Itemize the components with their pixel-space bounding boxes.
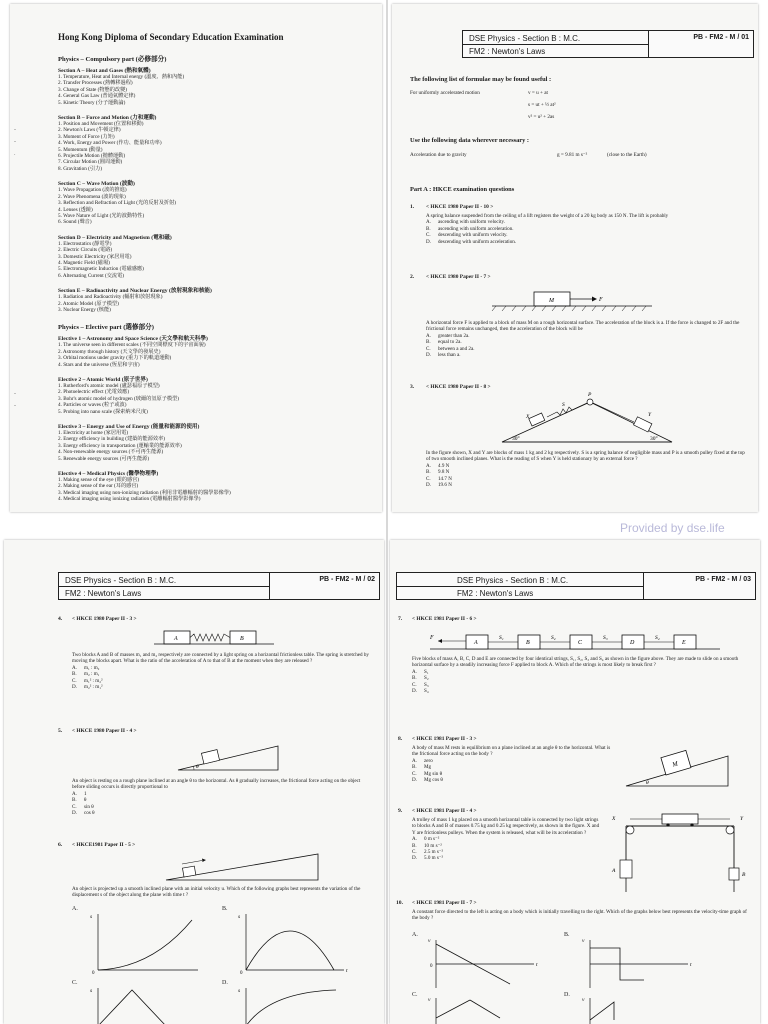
block-label: C	[578, 640, 583, 646]
question-number: 7.	[398, 616, 403, 622]
topic-item: 3. Nuclear Energy (核能)	[58, 306, 111, 313]
graph-c	[430, 996, 540, 1024]
option-letter: D.	[426, 238, 431, 245]
question-number: 9.	[398, 808, 403, 814]
question-7-body	[412, 656, 752, 694]
topic-item: 1. Rutherford's atomic model (盧瑟福原子模型)	[58, 383, 160, 389]
page-title: Hong Kong Diploma of Secondary Education Examination	[58, 32, 284, 42]
option-letter: A.	[412, 836, 417, 843]
option-text: 19.6 N	[438, 482, 452, 489]
option-letter: A.	[426, 462, 431, 469]
graph-origin: 0	[430, 964, 433, 969]
question-4-body	[72, 652, 372, 690]
option-letter: C.	[412, 849, 417, 856]
topic-item: 2. Photoelectric effect (光電效應)	[58, 389, 130, 396]
question-6	[72, 842, 372, 848]
topic-item: 4. Particles or waves (粒子或波)	[58, 402, 127, 409]
data-label: Acceleration due to gravity	[410, 152, 467, 158]
graph-label-b: B.	[564, 932, 570, 938]
angle-left: 30°	[512, 436, 520, 442]
topic-item: 3. Energy efficiency in transportation (運輸業的能源效率)	[58, 442, 182, 449]
trolley-pulley-diagram	[610, 812, 750, 896]
watermark: Provided by dse.life	[620, 521, 725, 535]
topic-item: 5. Renewable energy sources (可再生能源)	[58, 455, 150, 462]
axis-s: s	[90, 914, 93, 920]
option-text: S₄	[424, 688, 429, 695]
block-label: A	[474, 640, 478, 646]
option-list	[412, 836, 602, 862]
label-a: A	[174, 636, 178, 642]
option-letter: C.	[72, 677, 77, 684]
topic-item: 3. Medical imaging using non-ionizing radiation (利用非電離輻射的醫學影像學)	[58, 489, 231, 496]
topic-item: 5. Electromagnetic Induction (電磁感應)	[58, 266, 144, 273]
option-text: 9.8 N	[438, 469, 450, 476]
string-label: S₂	[551, 635, 556, 641]
question-4	[72, 616, 372, 622]
question-number: 6.	[58, 842, 63, 848]
question-text: A trolley of mass 1 kg placed on a smooth horizontal table is connected by two light strings to blocks A and B of masses 0.75 kg and 0.25 kg respectively, as shown in the figure. X and Y are frictionless pulleys. When the system is released, what will be its acceleration ?	[412, 817, 600, 836]
topic-item: 7. Circular Motion (圓周運動)	[58, 159, 123, 166]
label-f: F	[599, 297, 603, 303]
option-letter: B.	[72, 671, 77, 678]
question-3-body	[426, 450, 748, 488]
page-header	[396, 572, 756, 600]
topic-item: 3. Bohr's atomic model of hydrogen (玻爾的氫原子模型)	[58, 395, 179, 402]
option-letter: D.	[72, 684, 77, 691]
label-f: F	[430, 635, 434, 641]
axis-t: t	[690, 962, 692, 968]
option-letter: B.	[72, 797, 77, 804]
question-number: 2.	[410, 274, 415, 280]
option-letter: C.	[426, 232, 431, 239]
section-heading: Section B – Force and Motion (力和運動)	[58, 115, 157, 122]
topic-item: 4. Work, Energy and Power (作功、能量和功率)	[58, 140, 162, 147]
option-letter: B.	[412, 842, 417, 849]
graph-origin: 0	[240, 971, 243, 976]
topic-item: 1. Electricity at home (家居用電)	[58, 430, 129, 437]
block-label: E	[682, 640, 686, 646]
axis-s: s	[90, 988, 93, 994]
answer-option	[412, 688, 752, 694]
question-text: Five blocks of mass A, B, C, D and E are connected by four identical strings, S₁, S₂, S₃ and S₄ as shown in the figure above. They are made to slide on a smooth horizontal surface by a steadily increasing force F applied to block A. Which of the strings is most likely to break first ?	[412, 656, 739, 669]
answer-option	[72, 810, 372, 816]
topic-item: 5. Probing into nano scale (探索納米尺度)	[58, 408, 148, 415]
option-text: ascending with uniform velocity.	[438, 219, 506, 226]
label-s: S	[562, 402, 565, 408]
option-text: m₁ : m₂	[84, 664, 100, 671]
double-incline-diagram	[502, 392, 672, 446]
topic-item: 3. Moment of Force (力矩)	[58, 133, 115, 140]
question-source: < HKCE 1980 Paper II - 4 >	[72, 728, 137, 734]
header-subject: DSE Physics - Section B : M.C.	[469, 34, 581, 43]
option-text: S₃	[424, 681, 429, 688]
option-list	[72, 791, 372, 817]
topic-item: 2. Energy efficiency in building (建築的能源效率)	[58, 436, 165, 443]
answer-option	[412, 855, 602, 861]
section-heading: Section D – Electricity and Magnetism (電和磁)	[58, 234, 172, 241]
axis-t: t	[346, 968, 348, 974]
question-3	[426, 384, 748, 390]
question-number: 8.	[398, 736, 403, 742]
part-heading: Part A : HKCE examination questions	[410, 186, 515, 193]
option-text: descending with uniform acceleration.	[438, 238, 517, 245]
option-letter: D.	[426, 352, 431, 359]
axis-t: t	[536, 962, 538, 968]
section-heading: Section E – Radioactivity and Nuclear Energy (放射現象和核能)	[58, 288, 212, 295]
question-text: A horizontal force F is applied to a block of mass M on a rough horizontal surface. The acceleration of the block is a. If the force is changed to 2F and the frictional force remains unchanged, then the acceleration of the block will be	[426, 320, 740, 333]
option-list	[426, 463, 748, 489]
projection-incline-diagram	[162, 852, 322, 884]
angle-theta: θ	[196, 764, 199, 770]
label-b: B	[742, 872, 746, 878]
option-letter: B.	[412, 764, 417, 771]
header-code: PB - FM2 - M / 03	[695, 576, 751, 583]
string-label: S₃	[603, 635, 608, 641]
axis-s: s	[238, 988, 241, 994]
question-text: An object is resting on a rough plane inclined at an angle θ to the horizontal. As θ gradually increases, the frictional force acting on the object before sliding occurs is directly proportional to	[72, 778, 361, 791]
syllabus-page	[10, 4, 382, 512]
axis-s: s	[238, 914, 241, 920]
axis-v: v	[428, 997, 431, 1003]
option-list	[426, 219, 748, 245]
answer-option	[72, 684, 372, 690]
option-text: zero	[424, 757, 433, 764]
option-text: less than a.	[438, 352, 461, 359]
graph-a	[92, 912, 202, 976]
option-text: 2.5 m s⁻²	[424, 849, 444, 856]
option-letter: D.	[412, 688, 417, 695]
answer-option	[426, 482, 748, 488]
section-heading: Elective 4 – Medical Physics (醫學物理學)	[58, 471, 159, 478]
question-1	[426, 204, 748, 245]
graph-label-b: B.	[222, 906, 228, 912]
string-label: S₄	[655, 635, 660, 641]
option-letter: C.	[412, 770, 417, 777]
option-letter: A.	[426, 219, 431, 226]
topic-item: 6. Projectile Motion (拋體運動)	[58, 153, 126, 160]
option-list	[72, 665, 372, 691]
option-letter: A.	[412, 668, 417, 675]
header-subject: DSE Physics - Section B : M.C.	[65, 576, 177, 585]
label-b: B	[240, 636, 244, 642]
option-text: Mg sin θ	[424, 770, 443, 777]
option-text: m₂ : m₁	[84, 671, 100, 678]
header-code: PB - FM2 - M / 01	[693, 34, 749, 41]
formula-label: For uniformly accelerated motion	[410, 90, 480, 96]
question-8	[412, 736, 612, 783]
option-letter: A.	[412, 757, 417, 764]
topic-item: 5. Wave Nature of Light (光的波動特性)	[58, 212, 145, 219]
spring-blocks-diagram	[154, 628, 284, 650]
graph-origin: 0	[92, 971, 95, 976]
question-source: < HKCE1981 Paper II - 5 >	[72, 842, 136, 848]
question-source: < HKCE 1981 Paper II - 3 >	[412, 736, 477, 742]
string-label: S₁	[499, 635, 504, 641]
graph-b	[240, 912, 350, 976]
topic-item: 6. Alternating Current (交流電)	[58, 272, 124, 279]
topic-item: 3. Domestic Electricity (家居用電)	[58, 253, 132, 260]
label-x: X	[612, 816, 616, 822]
topic-item: 2. Astronomy through history (天文學的發展史)	[58, 348, 161, 355]
topic-item: 4. Non-renewable energy sources (不可再生能源)	[58, 449, 164, 456]
axis-v: v	[582, 997, 585, 1003]
axis-v: v	[428, 938, 431, 944]
label-y: Y	[740, 816, 744, 822]
topic-item: 5. Kinetic Theory (分子運動論)	[58, 99, 126, 106]
option-letter: A.	[72, 664, 77, 671]
question-source: < HKCE 1981 Paper II - 6 >	[412, 616, 477, 622]
page-gutter	[386, 0, 388, 1024]
five-blocks-diagram	[430, 630, 720, 654]
topic-item: 2. Electric Circuits (電路)	[58, 247, 113, 254]
option-letter: A.	[72, 790, 77, 797]
topic-item: 1. Making sense of the eye (眼的感官)	[58, 477, 140, 484]
topic-item: 4. Lenses (透鏡)	[58, 206, 93, 213]
syllabus-list	[58, 48, 378, 503]
topic-item: 1. Electrostatics (靜電學)	[58, 240, 112, 247]
topic-item: 2. Making sense of the ear (耳的感官)	[58, 483, 139, 490]
option-letter: B.	[426, 339, 431, 346]
section-heading: Elective 3 – Energy and Use of Energy (能量和能源的使用)	[58, 424, 200, 431]
question-source: < HKCE 1981 Paper II - 4 >	[412, 808, 477, 814]
option-letter: D.	[412, 855, 417, 862]
section-heading: Section C – Wave Motion (波動)	[58, 181, 135, 188]
question-source: < HKCE 1980 Paper II - 10 >	[426, 204, 494, 210]
option-letter: C.	[412, 681, 417, 688]
label-p: P	[588, 392, 592, 398]
header-topic: FM2 : Newton's Laws	[469, 47, 546, 56]
option-text: 5.0 m s⁻²	[424, 855, 444, 862]
option-text: descending with uniform velocity.	[438, 232, 508, 239]
answer-option	[426, 352, 748, 358]
topic-item: 3. Reflection and Refraction of Light (光的反射及折射)	[58, 200, 176, 207]
option-text: Mg	[424, 764, 432, 771]
option-text: 14.7 N	[438, 475, 452, 482]
option-letter: C.	[72, 803, 77, 810]
option-text: ascending with uniform acceleration.	[438, 225, 514, 232]
topic-item: 8. Gravitation (引力)	[58, 165, 102, 172]
question-9	[412, 808, 602, 862]
question-source: < HKCE 1981 Paper II - 7 >	[412, 900, 477, 906]
compulsory-sections	[58, 66, 378, 313]
option-list	[412, 669, 752, 695]
graph-b	[584, 936, 694, 990]
question-text: An object is projected up a smooth inclined plane with an initial velocity u. Which of the following graphs best represents the variation of the displacement s of the object along the plane with time t ?	[72, 886, 361, 899]
question-number: 4.	[58, 616, 63, 622]
option-letter: B.	[426, 225, 431, 232]
question-6-body	[72, 886, 372, 899]
question-number: 3.	[410, 384, 415, 390]
graph-a	[430, 936, 540, 990]
graph-label-c: C.	[412, 992, 418, 998]
section-heading: Section A – Heat and Gases (熱和氣體)	[58, 68, 151, 74]
formula-2: s = ut + ½ at²	[528, 102, 556, 108]
data-heading: Use the following data wherever necessary :	[410, 137, 530, 144]
topic-item: 4. Stars and the universe (恆星和宇宙)	[58, 361, 140, 368]
option-text: m₁² : m₂²	[84, 677, 103, 684]
topic-item: 1. Temperature, Heat and Internal energy (溫度、熱和內能)	[58, 74, 185, 80]
question-number: 10.	[396, 900, 403, 906]
topic-item: 4. Magnetic Field (磁場)	[58, 259, 110, 266]
option-text: 4.9 N	[438, 462, 450, 469]
angle-theta: θ	[646, 780, 649, 786]
option-text: greater than 2a.	[438, 332, 470, 339]
option-letter: B.	[412, 675, 417, 682]
question-page-2	[4, 540, 384, 1024]
topic-item: 1. Position and Movement (位置和移動)	[58, 121, 144, 128]
question-2-body	[426, 320, 748, 358]
topic-item: 4. Medical imaging using ionizing radiation (電離輻射醫學影像學)	[58, 496, 201, 503]
graph-label-d: D.	[222, 980, 228, 986]
page-header	[58, 572, 380, 600]
formula-heading: The following list of formulae may be found useful :	[410, 76, 552, 83]
section-heading: Elective 1 – Astronomy and Space Science (天文學和航天科學)	[58, 336, 208, 343]
question-5	[72, 728, 372, 734]
question-5-body	[72, 778, 372, 816]
header-topic: FM2 : Newton's Laws	[65, 589, 142, 598]
question-source: < HKCE 1980 Paper II - 3 >	[72, 616, 137, 622]
option-text: S₂	[424, 675, 429, 682]
incline-block-diagram	[622, 736, 732, 790]
option-text: 10 m s⁻²	[424, 842, 442, 849]
option-letter: C.	[426, 475, 431, 482]
data-value: g = 9.81 m s⁻²	[557, 152, 588, 158]
section-heading: Elective 2 – Atomic World (原子世界)	[58, 377, 148, 383]
option-text: m₂² : m₁²	[84, 684, 103, 691]
topic-item: 6. Sound (聲音)	[58, 219, 92, 226]
question-source: < HKCE 1980 Paper II - 8 >	[426, 384, 491, 390]
graph-c	[92, 986, 202, 1024]
option-text: θ	[84, 797, 87, 804]
question-number: 5.	[58, 728, 63, 734]
question-text: Two blocks A and B of masses m₁ and m₂ respectively are connected by a light spring on a horizontal frictionless table. The spring is stretched by moving the blocks apart. What is the ratio of the acceleration of A to that of B at the moment when they are released ?	[72, 652, 369, 665]
option-letter: C.	[426, 345, 431, 352]
header-topic: FM2 : Newton's Laws	[457, 589, 534, 598]
label-x: X	[526, 414, 530, 420]
elective-heading: Physics – Elective part (選修部分)	[58, 324, 154, 332]
graph-label-a: A.	[412, 932, 418, 938]
incline-diagram	[174, 738, 284, 776]
option-text: sin θ	[84, 803, 94, 810]
data-note: (close to the Earth)	[607, 152, 647, 158]
option-letter: B.	[426, 469, 431, 476]
topic-item: 3. Change of State (物態的改變)	[58, 86, 128, 93]
question-number: 1.	[410, 204, 415, 210]
topic-item: 2. Atomic Model (原子模型)	[58, 300, 119, 307]
block-label: D	[630, 640, 635, 646]
option-letter: D.	[426, 482, 431, 489]
graph-d	[584, 996, 694, 1024]
topic-item: 1. Radiation and Radioactivity (輻射和放射現象)	[58, 294, 163, 301]
question-text: A body of mass M rests in equilibrium on a plane inclined at an angle θ to the horizontal. What is the frictional force acting on the body ?	[412, 745, 611, 758]
topic-item: 1. The universe seen in different scales (不同空間標度下的宇宙面貌)	[58, 342, 206, 349]
topic-item: 3. Orbital motions under gravity (重力下的軌道運動)	[58, 355, 172, 362]
label-m: M	[671, 760, 679, 769]
page-header	[462, 30, 754, 58]
option-text: 0 m s⁻²	[424, 836, 440, 843]
formula-3: v² = u² + 2as	[528, 114, 555, 120]
option-text: Mg cos θ	[424, 777, 443, 784]
question-7	[412, 616, 752, 622]
question-text: A spring balance suspended from the ceiling of a lift registers the weight of a 20 kg body as 150 N. The lift is probably	[426, 213, 669, 219]
topic-item: 2. Wave Phenomena (波的現象)	[58, 193, 126, 200]
topic-item: 2. Newton's Laws (牛頓定律)	[58, 127, 121, 134]
topic-item: 4. General Gas Law (普通氣體定律)	[58, 93, 136, 100]
option-text: 1	[84, 790, 87, 797]
graph-d	[240, 986, 350, 1024]
block-label: B	[526, 640, 530, 646]
angle-right: 30°	[650, 436, 658, 442]
label-m: M	[549, 298, 554, 304]
header-subject: DSE Physics - Section B : M.C.	[457, 576, 569, 585]
question-page-1	[392, 4, 758, 512]
label-y: Y	[648, 412, 652, 418]
topic-item: 2. Transfer Processes (熱轉移過程)	[58, 80, 133, 87]
option-text: between a and 2a.	[438, 345, 475, 352]
question-text: In the figure shown, X and Y are blocks of mass 1 kg and 2 kg respectively. S is a spring balance of negligible mass and P is a smooth pulley fixed at the top of two smooth inclined planes. What is the reading of S when Y is held stationary by an external force ?	[426, 450, 745, 463]
option-text: S₁	[424, 668, 429, 675]
header-code: PB - FM2 - M / 02	[319, 576, 375, 583]
question-2	[426, 274, 748, 280]
margin-marks: - - . - -	[14, 127, 16, 409]
compulsory-heading: Physics – Compulsory part (必修部分)	[58, 56, 167, 63]
topic-item: 1. Wave Propagation (波的推進)	[58, 187, 127, 194]
block-force-diagram	[492, 286, 652, 318]
topic-item: 5. Momentum (動量)	[58, 146, 103, 153]
answer-option	[412, 777, 612, 783]
question-text: A constant force directed to the left is acting on a body which is initially travelling to the right. Which of the graphs below best represents the velocity-time graph of the body ?	[412, 909, 747, 922]
elective-sections	[58, 334, 378, 502]
option-list	[412, 758, 612, 784]
label-a: A	[612, 868, 616, 874]
formula-1: v = u + at	[528, 90, 548, 96]
option-letter: D.	[412, 777, 417, 784]
graph-label-c: C.	[72, 980, 78, 986]
answer-option	[426, 239, 748, 245]
graph-label-d: D.	[564, 992, 570, 998]
question-10	[412, 900, 752, 922]
option-text: cos θ	[84, 810, 95, 817]
question-page-3	[390, 540, 760, 1024]
axis-v: v	[582, 938, 585, 944]
graph-label-a: A.	[72, 906, 78, 912]
option-text: equal to 2a.	[438, 339, 462, 346]
question-source: < HKCE 1980 Paper II - 7 >	[426, 274, 491, 280]
option-letter: D.	[72, 810, 77, 817]
option-list	[426, 333, 748, 359]
option-letter: A.	[426, 332, 431, 339]
